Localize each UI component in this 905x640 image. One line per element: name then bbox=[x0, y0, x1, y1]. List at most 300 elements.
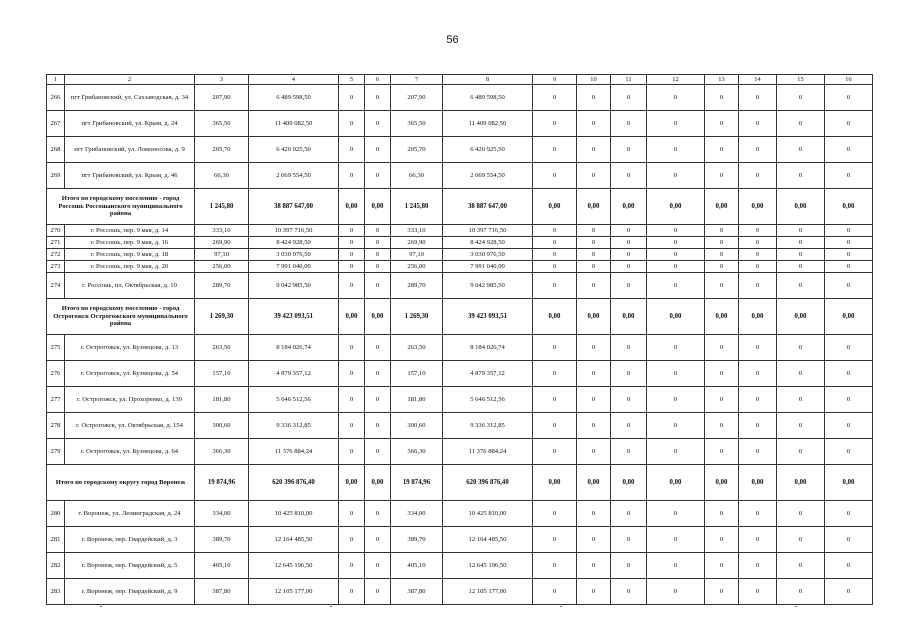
table-cell: 0 bbox=[777, 335, 825, 361]
table-cell: 300,60 bbox=[391, 413, 443, 439]
table-cell: 0 bbox=[533, 387, 577, 413]
table-cell: 0 bbox=[825, 335, 873, 361]
table-row bbox=[47, 361, 873, 387]
table-cell: 0 bbox=[533, 137, 577, 163]
table-cell: 0 bbox=[339, 439, 365, 465]
table-cell: 0 bbox=[611, 163, 647, 189]
table-cell: 0 bbox=[577, 527, 611, 553]
table-cell: 0 bbox=[339, 527, 365, 553]
column-number: 12 bbox=[647, 75, 705, 85]
table-cell: 0 bbox=[647, 163, 705, 189]
table-cell: 0 bbox=[777, 413, 825, 439]
table-cell: 0 bbox=[825, 85, 873, 111]
address-cell: г. Россошь, пл. Октябрьская, д. 10 bbox=[65, 273, 195, 299]
column-number: 8 bbox=[443, 75, 533, 85]
row-number: 272 bbox=[47, 249, 65, 261]
table-row bbox=[47, 387, 873, 413]
table-cell: 0 bbox=[611, 335, 647, 361]
table-cell: 0 bbox=[739, 527, 777, 553]
table-cell: 6 489 598,50 bbox=[249, 85, 339, 111]
table-row bbox=[47, 237, 873, 249]
table-cell: 0 bbox=[611, 553, 647, 579]
table-cell: 0 bbox=[647, 273, 705, 299]
table-cell: 0 bbox=[825, 439, 873, 465]
table-cell: 0 bbox=[647, 501, 705, 527]
address-cell: г. Воронеж, пер. Гвардейский, д. 3 bbox=[65, 527, 195, 553]
table-cell: 389,70 bbox=[195, 527, 249, 553]
table-cell: 9 042 985,50 bbox=[443, 273, 533, 299]
table-cell: 366,30 bbox=[195, 439, 249, 465]
subtotal-row bbox=[47, 189, 873, 225]
table-cell: 12 105 177,00 bbox=[443, 579, 533, 605]
table-cell: 0 bbox=[739, 137, 777, 163]
table-cell: 0 bbox=[577, 361, 611, 387]
table-cell: 0 bbox=[647, 85, 705, 111]
table-cell: 0 bbox=[533, 225, 577, 237]
table-cell: 333,10 bbox=[195, 225, 249, 237]
table-cell: 0 bbox=[739, 553, 777, 579]
table-cell: 0,00 bbox=[577, 189, 611, 225]
table-cell: 0 bbox=[533, 237, 577, 249]
table-cell: 263,50 bbox=[195, 335, 249, 361]
column-number: 5 bbox=[339, 75, 365, 85]
table-cell: 0 bbox=[705, 261, 739, 273]
row-number: 276 bbox=[47, 361, 65, 387]
table-cell: 0 bbox=[577, 579, 611, 605]
table-cell: 0 bbox=[611, 225, 647, 237]
table-row bbox=[47, 261, 873, 273]
table-cell: 0 bbox=[577, 439, 611, 465]
table-cell: 11 409 082,50 bbox=[443, 111, 533, 137]
table-cell: 0 bbox=[739, 225, 777, 237]
table-cell: 0 bbox=[777, 361, 825, 387]
table-cell: 0 bbox=[365, 237, 391, 249]
table-cell: 0 bbox=[647, 137, 705, 163]
table-cell: 289,70 bbox=[391, 273, 443, 299]
table-cell: 3 030 976,50 bbox=[249, 249, 339, 261]
table-cell: 0,00 bbox=[647, 189, 705, 225]
table-cell: 0 bbox=[611, 413, 647, 439]
table-cell: 387,80 bbox=[195, 579, 249, 605]
table-cell: 0 bbox=[777, 273, 825, 299]
table-cell: 0 bbox=[611, 387, 647, 413]
table-cell: 0,00 bbox=[533, 299, 577, 335]
table-cell: 5 646 512,56 bbox=[249, 387, 339, 413]
subtotal-row bbox=[47, 299, 873, 335]
table-cell: 0,00 bbox=[739, 189, 777, 225]
table-cell: 0 bbox=[825, 137, 873, 163]
table-cell: 6 420 925,50 bbox=[443, 137, 533, 163]
table-cell: 0 bbox=[825, 413, 873, 439]
table-cell: 0 bbox=[739, 249, 777, 261]
table-cell: 0 bbox=[825, 163, 873, 189]
table-cell: 0 bbox=[365, 249, 391, 261]
column-number: 6 bbox=[365, 75, 391, 85]
address-cell: г. Воронеж, ул. Ленинградская, д. 24 bbox=[65, 501, 195, 527]
table-cell: 0 bbox=[577, 111, 611, 137]
table-cell: 0 bbox=[577, 261, 611, 273]
table-cell: 0,00 bbox=[777, 465, 825, 501]
table-cell: 12 164 485,50 bbox=[443, 527, 533, 553]
table-cell: 0 bbox=[825, 527, 873, 553]
table-cell: 0 bbox=[577, 137, 611, 163]
table-cell: 0 bbox=[705, 111, 739, 137]
table-row bbox=[47, 527, 873, 553]
table-cell: 10 425 810,00 bbox=[443, 501, 533, 527]
table-cell: 6 489 598,50 bbox=[443, 85, 533, 111]
table-cell: 8 424 928,50 bbox=[249, 237, 339, 249]
table-cell: 0 bbox=[365, 361, 391, 387]
table-cell: 0 bbox=[365, 225, 391, 237]
table-cell: 12 164 485,50 bbox=[249, 527, 339, 553]
table-cell: 10 397 716,50 bbox=[249, 225, 339, 237]
table-cell: 11 376 884,24 bbox=[249, 439, 339, 465]
table-cell: 0 bbox=[533, 553, 577, 579]
table-row bbox=[47, 137, 873, 163]
table-cell: 0 bbox=[365, 387, 391, 413]
table-cell: 0 bbox=[339, 163, 365, 189]
table-cell: 38 887 647,00 bbox=[249, 189, 339, 225]
table-cell: 0 bbox=[339, 335, 365, 361]
table-cell: 0 bbox=[533, 163, 577, 189]
table-cell: 0 bbox=[365, 163, 391, 189]
table-cell: 0 bbox=[739, 387, 777, 413]
table-cell: 269,90 bbox=[391, 237, 443, 249]
table-cell: 0,00 bbox=[611, 189, 647, 225]
row-number: 273 bbox=[47, 261, 65, 273]
table-cell: 0 bbox=[339, 387, 365, 413]
address-cell: г. Воронеж, пер. Гвардейский, д. 9 bbox=[65, 579, 195, 605]
table-cell: 0,00 bbox=[825, 465, 873, 501]
table-cell: 0 bbox=[647, 413, 705, 439]
table-cell: 66,30 bbox=[391, 163, 443, 189]
row-number: 274 bbox=[47, 273, 65, 299]
table-cell: 366,30 bbox=[391, 439, 443, 465]
table-cell: 0 bbox=[365, 579, 391, 605]
address-cell: г. Острогожск, ул. Прохоренко, д. 139 bbox=[65, 387, 195, 413]
table-cell: 0 bbox=[533, 527, 577, 553]
table-cell: 0 bbox=[777, 137, 825, 163]
table-cell: 0,00 bbox=[647, 465, 705, 501]
table-row bbox=[47, 163, 873, 189]
table-cell: 0 bbox=[647, 225, 705, 237]
table-cell: 256,00 bbox=[391, 261, 443, 273]
column-number: 1 bbox=[47, 75, 65, 85]
scan-dot bbox=[560, 606, 562, 607]
table-cell: 97,10 bbox=[391, 249, 443, 261]
table-cell: 4 879 357,12 bbox=[443, 361, 533, 387]
table-cell: 0 bbox=[777, 439, 825, 465]
table-cell: 10 425 810,00 bbox=[249, 501, 339, 527]
table-cell: 0 bbox=[339, 237, 365, 249]
column-number: 14 bbox=[739, 75, 777, 85]
table-cell: 263,50 bbox=[391, 335, 443, 361]
table-cell: 0 bbox=[777, 163, 825, 189]
table-cell: 0,00 bbox=[739, 465, 777, 501]
table-cell: 0,00 bbox=[777, 299, 825, 335]
table-cell: 0 bbox=[577, 225, 611, 237]
row-number: 283 bbox=[47, 579, 65, 605]
table-cell: 0 bbox=[533, 413, 577, 439]
table-cell: 0 bbox=[705, 413, 739, 439]
table-cell: 66,30 bbox=[195, 163, 249, 189]
table-cell: 0,00 bbox=[705, 299, 739, 335]
table-cell: 7 991 040,00 bbox=[249, 261, 339, 273]
table-cell: 12 645 196,50 bbox=[443, 553, 533, 579]
address-cell: г. Воронеж, пер. Гвардейский, д. 5 bbox=[65, 553, 195, 579]
table-cell: 0 bbox=[705, 439, 739, 465]
table-cell: 0 bbox=[339, 85, 365, 111]
table-cell: 12 645 196,50 bbox=[249, 553, 339, 579]
table-cell: 0 bbox=[533, 273, 577, 299]
table-cell: 0 bbox=[647, 249, 705, 261]
table-cell: 0 bbox=[647, 579, 705, 605]
table-cell: 333,10 bbox=[391, 225, 443, 237]
table-cell: 0,00 bbox=[825, 299, 873, 335]
table-row bbox=[47, 249, 873, 261]
table-cell: 0 bbox=[365, 501, 391, 527]
table-cell: 0 bbox=[739, 501, 777, 527]
table-cell: 0 bbox=[365, 527, 391, 553]
table-cell: 0,00 bbox=[339, 465, 365, 501]
table-cell: 0 bbox=[777, 501, 825, 527]
table-cell: 0 bbox=[777, 85, 825, 111]
table-cell: 39 423 093,51 bbox=[249, 299, 339, 335]
table-cell: 0 bbox=[825, 225, 873, 237]
table-cell: 0 bbox=[777, 387, 825, 413]
table-cell: 0 bbox=[611, 527, 647, 553]
table-cell: 0 bbox=[365, 137, 391, 163]
table-cell: 0 bbox=[705, 387, 739, 413]
column-number: 2 bbox=[65, 75, 195, 85]
table-cell: 0 bbox=[365, 111, 391, 137]
table-cell: 0 bbox=[339, 249, 365, 261]
column-number: 15 bbox=[777, 75, 825, 85]
table-cell: 0 bbox=[339, 111, 365, 137]
table-cell: 0,00 bbox=[577, 465, 611, 501]
subtotal-label: Итого по городскому поселению - город Острогожск Острогожского муниципального района bbox=[47, 299, 195, 335]
table-cell: 11 376 884,24 bbox=[443, 439, 533, 465]
address-cell: пгт Грибановский, ул. Ломоносова, д. 9 bbox=[65, 137, 195, 163]
row-number: 277 bbox=[47, 387, 65, 413]
data-table bbox=[46, 74, 873, 605]
table-cell: 0 bbox=[705, 85, 739, 111]
table-cell: 365,50 bbox=[391, 111, 443, 137]
table-cell: 0 bbox=[647, 111, 705, 137]
table-cell: 0 bbox=[825, 501, 873, 527]
table-cell: 0 bbox=[647, 439, 705, 465]
table-cell: 0 bbox=[825, 273, 873, 299]
table-cell: 0 bbox=[533, 85, 577, 111]
table-cell: 0 bbox=[339, 553, 365, 579]
address-cell: пгт Грибановский, ул. Крым, д. 24 bbox=[65, 111, 195, 137]
address-cell: пгт Грибановский, ул. Крым, д. 46 bbox=[65, 163, 195, 189]
subtotal-label: Итого по городскому поселению - город Россошь Россошанского муниципального района bbox=[47, 189, 195, 225]
table-cell: 0,00 bbox=[705, 189, 739, 225]
table-cell: 0 bbox=[533, 439, 577, 465]
table-cell: 2 069 554,50 bbox=[249, 163, 339, 189]
table-cell: 0 bbox=[611, 249, 647, 261]
table-cell: 0 bbox=[739, 335, 777, 361]
table-cell: 0 bbox=[825, 249, 873, 261]
table-cell: 0 bbox=[825, 553, 873, 579]
table-cell: 0 bbox=[739, 261, 777, 273]
table-cell: 0 bbox=[365, 273, 391, 299]
table-cell: 0 bbox=[339, 501, 365, 527]
table-cell: 0 bbox=[365, 413, 391, 439]
table-cell: 0,00 bbox=[777, 189, 825, 225]
row-number: 266 bbox=[47, 85, 65, 111]
table-cell: 10 397 716,50 bbox=[443, 225, 533, 237]
table-cell: 0 bbox=[339, 413, 365, 439]
table-cell: 5 646 512,56 bbox=[443, 387, 533, 413]
column-number: 3 bbox=[195, 75, 249, 85]
table-cell: 0 bbox=[611, 273, 647, 299]
table-cell: 0 bbox=[705, 361, 739, 387]
table-cell: 0 bbox=[533, 111, 577, 137]
table-cell: 0,00 bbox=[339, 189, 365, 225]
column-number: 7 bbox=[391, 75, 443, 85]
table-row bbox=[47, 439, 873, 465]
table-cell: 97,10 bbox=[195, 249, 249, 261]
table-cell: 0 bbox=[533, 335, 577, 361]
table-row bbox=[47, 225, 873, 237]
address-cell: г. Россошь, пер. 9 мая, д. 20 bbox=[65, 261, 195, 273]
table-cell: 1 269,30 bbox=[391, 299, 443, 335]
table-cell: 0 bbox=[825, 387, 873, 413]
page-number: 56 bbox=[446, 34, 459, 46]
table-cell: 0 bbox=[777, 111, 825, 137]
table-cell: 300,60 bbox=[195, 413, 249, 439]
table-cell: 0 bbox=[577, 387, 611, 413]
table-cell: 11 409 082,50 bbox=[249, 111, 339, 137]
table-cell: 4 879 357,12 bbox=[249, 361, 339, 387]
table-cell: 157,10 bbox=[195, 361, 249, 387]
table-row bbox=[47, 579, 873, 605]
table-cell: 0 bbox=[825, 237, 873, 249]
table-cell: 620 396 876,40 bbox=[443, 465, 533, 501]
table-body bbox=[47, 75, 873, 605]
table-row bbox=[47, 273, 873, 299]
table-cell: 0 bbox=[577, 335, 611, 361]
table-cell: 0 bbox=[339, 273, 365, 299]
table-cell: 207,90 bbox=[195, 85, 249, 111]
table-cell: 0 bbox=[577, 273, 611, 299]
table-cell: 0 bbox=[577, 85, 611, 111]
table-cell: 19 874,96 bbox=[391, 465, 443, 501]
table-cell: 0 bbox=[577, 163, 611, 189]
table-cell: 8 184 026,74 bbox=[443, 335, 533, 361]
table-cell: 0 bbox=[339, 361, 365, 387]
column-number: 10 bbox=[577, 75, 611, 85]
table-cell: 0 bbox=[739, 237, 777, 249]
table-cell: 0 bbox=[705, 137, 739, 163]
row-number: 271 bbox=[47, 237, 65, 249]
address-cell: г. Россошь, пер. 9 мая, д. 18 bbox=[65, 249, 195, 261]
table-cell: 0 bbox=[705, 501, 739, 527]
table-cell: 0 bbox=[533, 579, 577, 605]
table-cell: 0 bbox=[739, 163, 777, 189]
table-cell: 0 bbox=[777, 225, 825, 237]
table-cell: 0 bbox=[339, 225, 365, 237]
table-cell: 205,70 bbox=[391, 137, 443, 163]
table-cell: 0,00 bbox=[533, 465, 577, 501]
table-cell: 181,80 bbox=[391, 387, 443, 413]
address-cell: г. Острогожск, ул. Октябрьская, д. 154 bbox=[65, 413, 195, 439]
address-cell: г. Россошь, пер. 9 мая, д. 14 bbox=[65, 225, 195, 237]
table-cell: 0 bbox=[647, 335, 705, 361]
table-cell: 38 887 647,00 bbox=[443, 189, 533, 225]
table-cell: 0 bbox=[611, 111, 647, 137]
table-cell: 0 bbox=[739, 579, 777, 605]
table-cell: 0 bbox=[739, 111, 777, 137]
table-cell: 0 bbox=[777, 553, 825, 579]
row-number: 282 bbox=[47, 553, 65, 579]
column-number: 16 bbox=[825, 75, 873, 85]
table-cell: 0 bbox=[777, 261, 825, 273]
row-number: 278 bbox=[47, 413, 65, 439]
table-cell: 0 bbox=[365, 335, 391, 361]
table-cell: 0 bbox=[647, 553, 705, 579]
row-number: 267 bbox=[47, 111, 65, 137]
row-number: 270 bbox=[47, 225, 65, 237]
table-cell: 181,80 bbox=[195, 387, 249, 413]
address-cell: г. Острогожск, ул. Кузнецова, д. 54 bbox=[65, 361, 195, 387]
table-cell: 0 bbox=[365, 553, 391, 579]
table-cell: 0 bbox=[533, 501, 577, 527]
table-cell: 0 bbox=[365, 261, 391, 273]
table-cell: 334,00 bbox=[391, 501, 443, 527]
table-cell: 0 bbox=[739, 273, 777, 299]
address-cell: пгт Грибановский, ул. Сахзаводская, д. 34 bbox=[65, 85, 195, 111]
table-cell: 0 bbox=[647, 527, 705, 553]
table-cell: 0 bbox=[705, 335, 739, 361]
table-cell: 0 bbox=[705, 579, 739, 605]
table-cell: 0,00 bbox=[339, 299, 365, 335]
table-cell: 0 bbox=[777, 527, 825, 553]
table-cell: 0,00 bbox=[739, 299, 777, 335]
table-row bbox=[47, 111, 873, 137]
table-row bbox=[47, 413, 873, 439]
table-cell: 0 bbox=[533, 261, 577, 273]
table-cell: 1 245,80 bbox=[195, 189, 249, 225]
column-number: 4 bbox=[249, 75, 339, 85]
table-cell: 389,70 bbox=[391, 527, 443, 553]
table-row bbox=[47, 85, 873, 111]
table-cell: 387,80 bbox=[391, 579, 443, 605]
table-cell: 0 bbox=[577, 237, 611, 249]
scan-dot bbox=[100, 606, 102, 607]
table-cell: 0 bbox=[611, 361, 647, 387]
table-cell: 9 336 312,85 bbox=[443, 413, 533, 439]
table-cell: 7 991 040,00 bbox=[443, 261, 533, 273]
table-cell: 0 bbox=[705, 237, 739, 249]
table-cell: 19 874,96 bbox=[195, 465, 249, 501]
table-cell: 0 bbox=[705, 249, 739, 261]
table-cell: 0 bbox=[739, 361, 777, 387]
table-cell: 0 bbox=[647, 387, 705, 413]
table-row bbox=[47, 553, 873, 579]
table-cell: 3 030 976,50 bbox=[443, 249, 533, 261]
table-cell: 0 bbox=[777, 237, 825, 249]
row-number: 280 bbox=[47, 501, 65, 527]
table-cell: 0 bbox=[647, 261, 705, 273]
table-cell: 289,70 bbox=[195, 273, 249, 299]
table-cell: 0 bbox=[705, 163, 739, 189]
table-row bbox=[47, 501, 873, 527]
table-cell: 0 bbox=[611, 261, 647, 273]
table-cell: 0 bbox=[611, 237, 647, 249]
